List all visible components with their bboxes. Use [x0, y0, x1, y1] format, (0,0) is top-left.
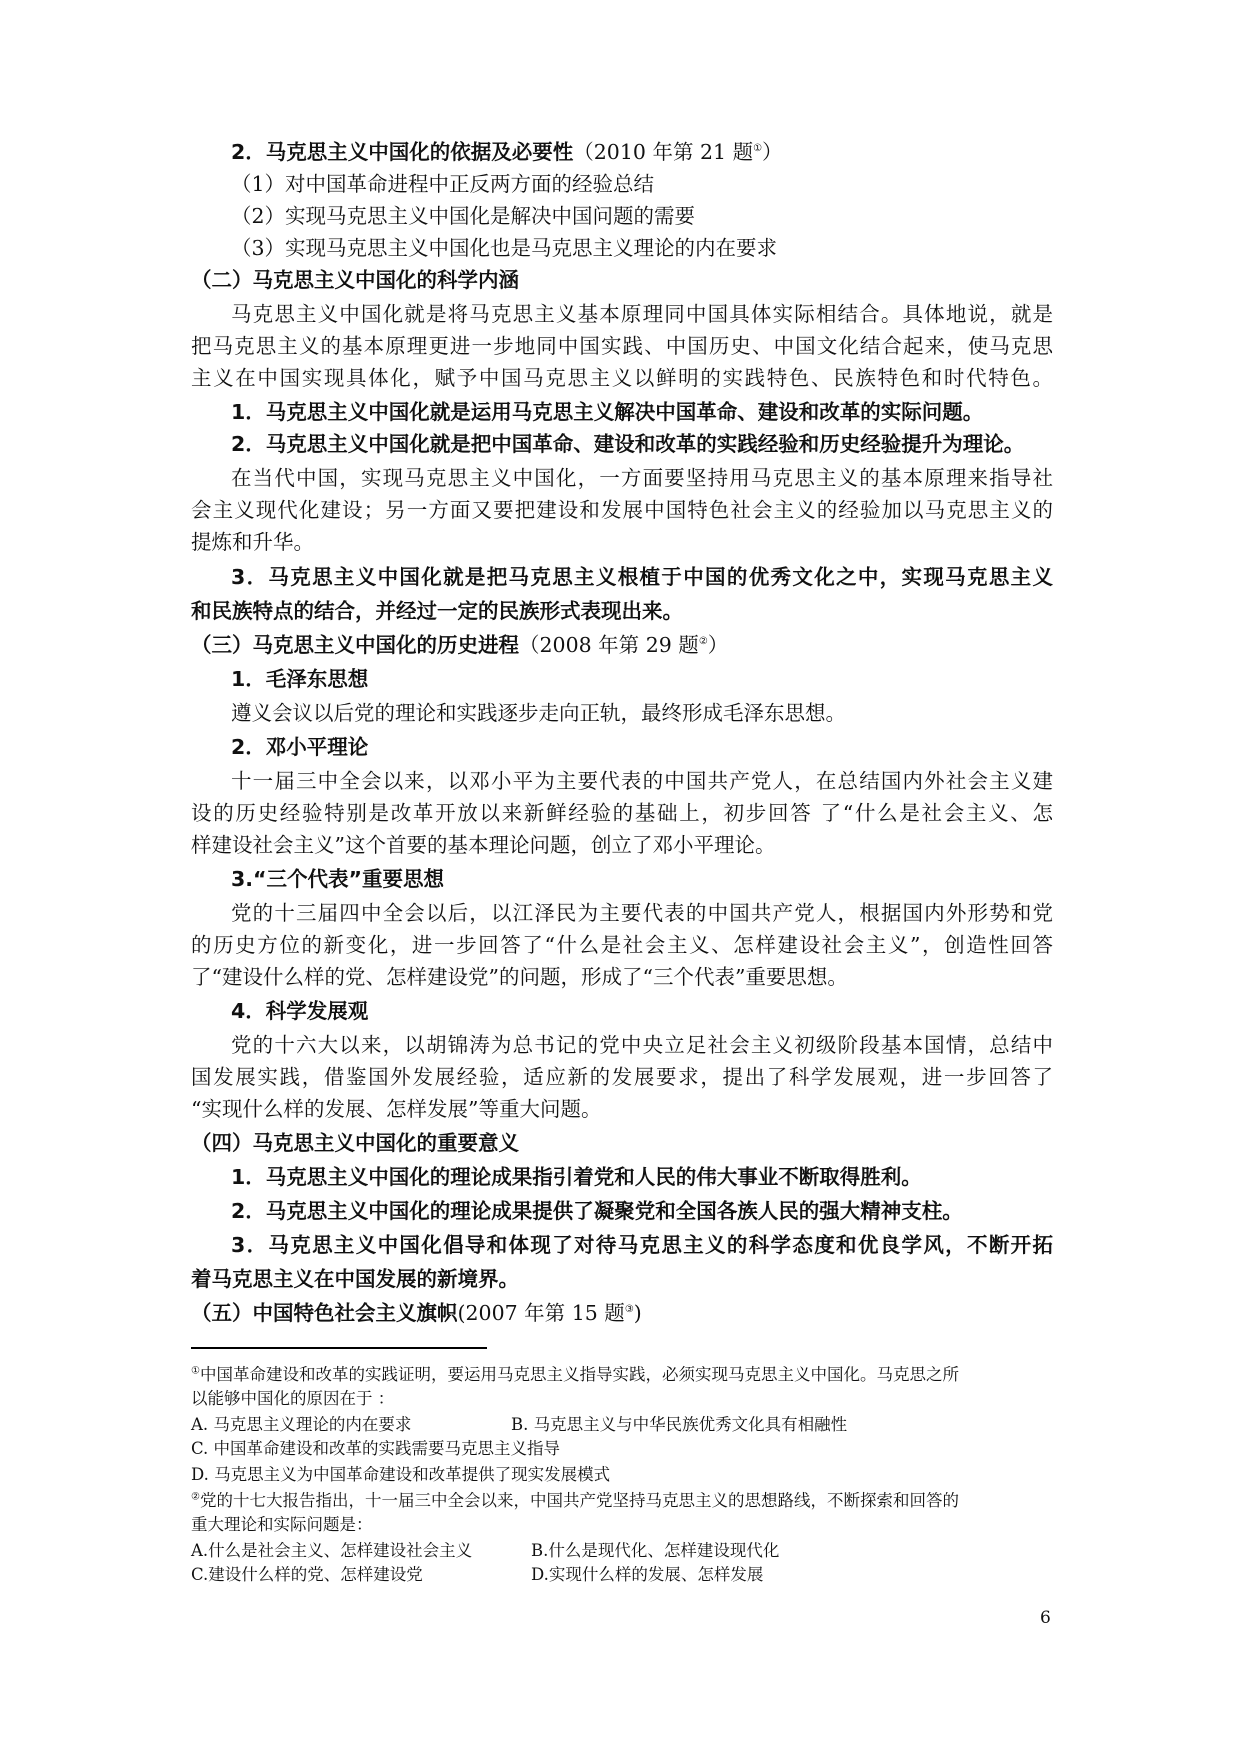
section-heading-2: （二）马克思主义中国化的科学内涵 — [191, 268, 519, 292]
footnote-2-text: 党的十七大报告指出，十一届三中全会以来，中国共产党坚持马克思主义的思想路线，不断探索和回答的 — [199, 1491, 959, 1510]
paragraph-line: 在当代中国，实现马克思主义中国化，一方面要坚持用马克思主义的基本原理来指导社 — [231, 466, 1053, 490]
key-point: 和民族特点的结合，并经过一定的民族形式表现出来。 — [191, 599, 683, 623]
paragraph-line: 国发展实践，借鉴国外发展经验，适应新的发展要求，提出了科学发展观，进一步回答了 — [191, 1065, 1053, 1089]
paragraph-line: 主义在中国实现具体化，赋予中国马克思主义以鲜明的实践特色、民族特色和时代特色。 — [191, 366, 1053, 390]
section-heading-4: （四）马克思主义中国化的重要意义 — [191, 1131, 519, 1155]
section-3-ref-close: ） — [707, 633, 729, 657]
footnote-2-question-cont: 重大理论和实际问题是： — [191, 1515, 373, 1534]
footnote-2-option-a: A.什么是社会主义、怎样建设社会主义 — [191, 1541, 473, 1560]
section-heading-5 — [191, 1297, 642, 1329]
footnote-2-option-d: D.实现什么样的发展、怎样发展 — [531, 1565, 764, 1584]
paragraph-line: 设的历史经验特别是改革开放以来新鲜经验的基础上，初步回答 了“什么是社会主义、怎 — [191, 801, 1053, 825]
s2-ref: （2010 年第 21 题 — [573, 140, 754, 164]
subsection-title: 4．科学发展观 — [231, 999, 369, 1023]
section-5-title: （五）中国特色社会主义旗帜 — [191, 1301, 458, 1325]
section-3-ref: （2008 年第 29 题 — [519, 633, 699, 657]
section-5-ref: (2007 年第 15 题 — [457, 1301, 625, 1325]
s2-item: （1）对中国革命进程中正反两方面的经验总结 — [231, 172, 655, 196]
paragraph-line: 马克思主义中国化就是将马克思主义基本原理同中国具体实际相结合。具体地说，就是 — [231, 302, 1053, 326]
key-point: 1．马克思主义中国化就是运用马克思主义解决中国革命、建设和改革的实际问题。 — [231, 400, 984, 424]
paragraph-line: 党的十六大以来，以胡锦涛为总书记的党中央立足社会主义初级阶段基本国情，总结中 — [231, 1033, 1053, 1057]
paragraph-line: 会主义现代化建设；另一方面又要把建设和发展中国特色社会主义的经验加以马克思主义的 — [191, 498, 1053, 522]
footnote-2-option-b: B.什么是现代化、怎样建设现代化 — [531, 1541, 780, 1560]
paragraph-line: 遵义会议以后党的理论和实践逐步走向正轨，最终形成毛泽东思想。 — [231, 701, 846, 725]
subsection-title: 2．邓小平理论 — [231, 735, 369, 759]
section-heading-3 — [191, 629, 728, 661]
footnote-1-question — [191, 1363, 959, 1387]
key-point: 2．马克思主义中国化的理论成果提供了凝聚党和全国各族人民的强大精神支柱。 — [231, 1199, 963, 1223]
paragraph-line: 的历史方位的新变化，进一步回答了“什么是社会主义、怎样建设社会主义”，创造性回答 — [191, 933, 1053, 957]
footnote-mark-3: ③ — [624, 1304, 634, 1316]
s2-heading — [231, 136, 783, 168]
footnote-separator — [191, 1347, 487, 1349]
footnote-2-question — [191, 1489, 959, 1513]
footnote-1-option-d: D. 马克思主义为中国革命建设和改革提供了现实发展模式 — [191, 1465, 611, 1484]
s2-title: 2．马克思主义中国化的依据及必要性 — [231, 140, 574, 164]
subsection-title: 3.“三个代表”重要思想 — [231, 867, 444, 891]
paragraph-line: 党的十三届四中全会以后，以江泽民为主要代表的中国共产党人，根据国内外形势和党 — [231, 901, 1053, 925]
s2-item: （2）实现马克思主义中国化是解决中国问题的需要 — [231, 204, 696, 228]
footnote-2-mark: ② — [191, 1491, 200, 1503]
paragraph-line: “实现什么样的发展、怎样发展”等重大问题。 — [191, 1097, 602, 1121]
key-point: 着马克思主义在中国发展的新境界。 — [191, 1267, 519, 1291]
key-point: 3．马克思主义中国化就是把马克思主义根植于中国的优秀文化之中，实现马克思主义 — [231, 565, 1053, 589]
subsection-title: 1．毛泽东思想 — [231, 667, 369, 691]
footnote-1-option-c: C. 中国革命建设和改革的实践需要马克思主义指导 — [191, 1439, 561, 1458]
paragraph-line: 把马克思主义的基本原理更进一步地同中国实践、中国历史、中国文化结合起来，使马克思 — [191, 334, 1053, 358]
footnote-2-option-c: C.建设什么样的党、怎样建设党 — [191, 1565, 423, 1584]
footnote-1-mark: ① — [191, 1365, 200, 1377]
paragraph-line: 提炼和升华。 — [191, 530, 314, 554]
key-point: 3．马克思主义中国化倡导和体现了对待马克思主义的科学态度和优良学风，不断开拓 — [231, 1233, 1053, 1257]
key-point: 2．马克思主义中国化就是把中国革命、建设和改革的实践经验和历史经验提升为理论。 — [231, 432, 1025, 456]
section-5-ref-close: ) — [633, 1301, 642, 1325]
footnote-1-text: 中国革命建设和改革的实践证明，要运用马克思主义指导实践，必须实现马克思主义中国化。马克思之所 — [199, 1365, 959, 1384]
paragraph-line: 了“建设什么样的党、怎样建设党”的问题，形成了“三个代表”重要思想。 — [191, 965, 848, 989]
footnote-1-question-cont: 以能够中国化的原因在于 ： — [191, 1389, 395, 1408]
s2-ref-close: ） — [762, 140, 783, 164]
footnote-mark-2: ② — [698, 636, 708, 648]
key-point: 1．马克思主义中国化的理论成果指引着党和人民的伟大事业不断取得胜利。 — [231, 1165, 922, 1189]
s2-item: （3）实现马克思主义中国化也是马克思主义理论的内在要求 — [231, 236, 778, 260]
footnote-1-option-b: B. 马克思主义与中华民族优秀文化具有相融性 — [511, 1415, 848, 1434]
paragraph-line: 十一届三中全会以来，以邓小平为主要代表的中国共产党人，在总结国内外社会主义建 — [231, 769, 1053, 793]
footnote-mark-1: ① — [753, 143, 763, 155]
page-number: 6 — [1040, 1608, 1051, 1628]
section-3-title: （三）马克思主义中国化的历史进程 — [191, 633, 519, 657]
paragraph-line: 样建设社会主义”这个首要的基本理论问题，创立了邓小平理论。 — [191, 833, 776, 857]
footnote-1-option-a: A. 马克思主义理论的内在要求 — [191, 1415, 412, 1434]
